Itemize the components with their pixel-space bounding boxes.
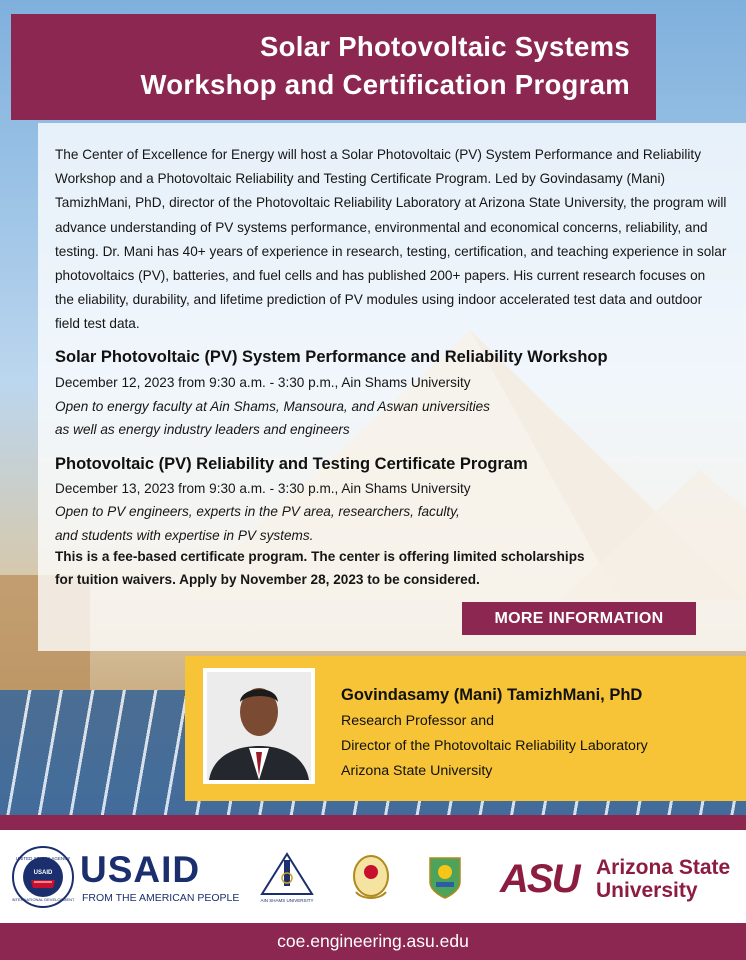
partner-logos-strip bbox=[0, 830, 746, 923]
workshop-date: December 12, 2023 from 9:30 a.m. - 3:30 p.m., Ain Shams University bbox=[55, 375, 471, 390]
usaid-tagline: FROM THE AMERICAN PEOPLE bbox=[82, 892, 240, 904]
usaid-seal-bottom-text: INTERNATIONAL DEVELOPMENT bbox=[12, 897, 74, 902]
asu-mark-text: ASU bbox=[500, 857, 579, 900]
usaid-wordmark bbox=[80, 850, 200, 890]
workshop-audience-2: as well as energy industry leaders and engineers bbox=[55, 422, 350, 437]
asu-name-line-1: Arizona State bbox=[596, 856, 731, 879]
intro-paragraph: The Center of Excellence for Energy will host a Solar Photovoltaic (PV) System Performance and Reliability Workshop and a Photovoltaic Reliability and Testing Certificate Program. Led by Govindasamy (Mani) TamizhMani, PhD, director of the Photovoltaic Reliability Laboratory at Arizona State University, the program will advance understanding of PV systems performance, environmental and economical concerns, reliability, and testing. Dr. Mani has 40+ years of experience in research, testing, certification, and teaching experience in solar photovoltaics (PV), batteries, and fuel cells and has published 200+ papers. His current research focuses on the eliability, durability, and lifetime prediction of PV modules using indoor accelerated test data and outdoor field test data. bbox=[55, 147, 727, 332]
asu-logo-icon bbox=[498, 854, 590, 900]
workshop-audience-1: Open to energy faculty at Ain Shams, Mansoura, and Aswan universities bbox=[55, 399, 490, 414]
presenter-role-2: Director of the Photovoltaic Reliability Laboratory bbox=[341, 738, 648, 754]
presenter-role-3: Arizona State University bbox=[341, 763, 493, 779]
presenter-photo bbox=[207, 672, 311, 780]
usaid-word: USAID bbox=[80, 849, 201, 890]
asu-wordmark bbox=[596, 856, 730, 902]
aswan-logo-icon bbox=[424, 852, 466, 902]
certificate-audience-2: and students with expertise in PV systems. bbox=[55, 528, 314, 543]
website-link[interactable]: coe.engineering.asu.edu bbox=[277, 931, 469, 951]
presenter-name: Govindasamy (Mani) TamizhMani, PhD bbox=[341, 686, 643, 704]
usaid-seal-top-text: UNITED STATES AGENCY bbox=[15, 856, 71, 861]
usaid-seal-center-text: USAID bbox=[33, 870, 53, 876]
more-information-button[interactable]: MORE INFORMATION bbox=[462, 602, 696, 635]
workshop-title: Solar Photovoltaic (PV) System Performance and Reliability Workshop bbox=[55, 348, 608, 366]
ain-shams-logo-icon bbox=[258, 852, 316, 904]
certificate-title: Photovoltaic (PV) Reliability and Testing Certificate Program bbox=[55, 455, 528, 473]
title-line-1: Solar Photovoltaic Systems bbox=[260, 31, 630, 62]
title-banner bbox=[11, 14, 656, 120]
footer-divider bbox=[0, 815, 746, 830]
certificate-date: December 13, 2023 from 9:30 a.m. - 3:30 p.m., Ain Shams University bbox=[55, 481, 471, 496]
person-icon bbox=[207, 672, 311, 780]
presenter-role-1: Research Professor and bbox=[341, 713, 494, 729]
fee-note-1: This is a fee-based certificate program. The center is offering limited scholarships bbox=[55, 549, 585, 564]
usaid-seal-icon bbox=[12, 846, 74, 908]
fee-note-2: for tuition waivers. Apply by November 28, 2023 to be considered. bbox=[55, 572, 480, 587]
ain-shams-caption: AIN SHAMS UNIVERSITY bbox=[260, 898, 314, 903]
title-line-2: Workshop and Certification Program bbox=[140, 69, 630, 100]
asu-name-line-2: University bbox=[596, 879, 698, 902]
mansoura-logo-icon bbox=[348, 852, 394, 902]
presenter-photo-frame bbox=[203, 668, 315, 784]
page-title bbox=[141, 28, 630, 104]
certificate-audience-1: Open to PV engineers, experts in the PV area, researchers, faculty, bbox=[55, 504, 460, 519]
